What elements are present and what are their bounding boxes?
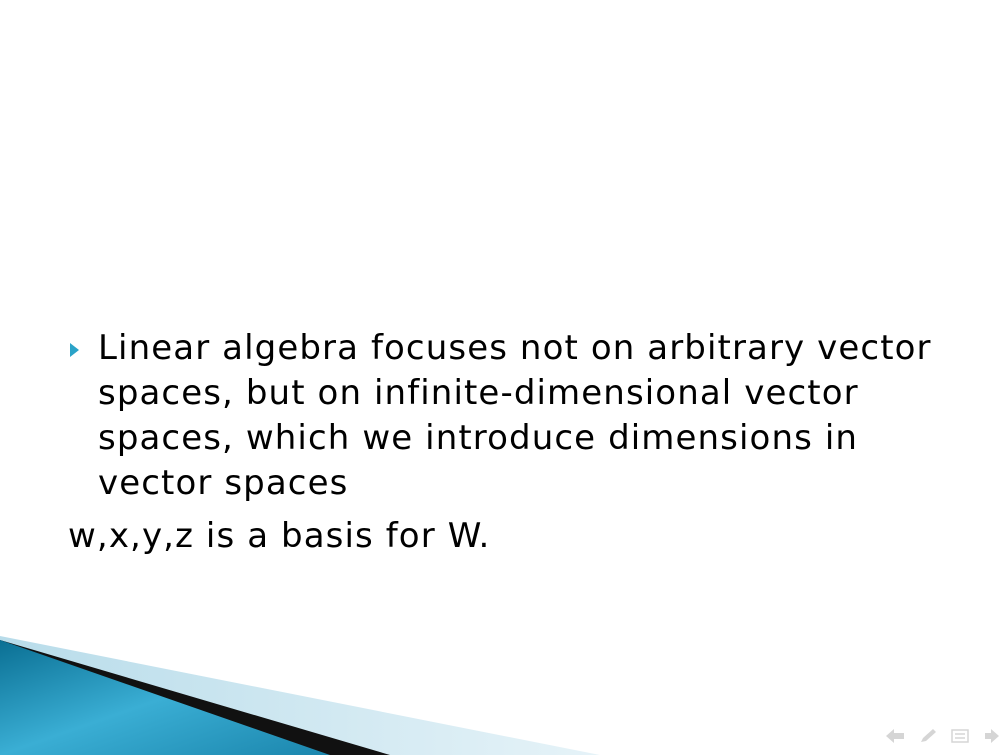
triangle-bullet-icon (70, 343, 79, 357)
slide-body (68, 326, 968, 559)
next-arrow-icon[interactable] (981, 727, 1003, 745)
pen-icon[interactable] (917, 727, 939, 745)
pale-blue-wedge (0, 636, 600, 755)
previous-arrow-icon[interactable] (885, 727, 907, 745)
bullet-item (68, 326, 968, 506)
blue-wedge (0, 640, 330, 755)
basis-statement: w,x,y,z is a basis for W. (68, 516, 491, 556)
menu-icon[interactable] (949, 727, 971, 745)
slideshow-nav (885, 727, 1005, 745)
black-wedge (0, 640, 390, 755)
bullet-text: Linear algebra focuses not on arbitrary vector spaces, but on infinite-dimensional vector spaces, which we introduce dimensions in vector spaces (98, 328, 932, 503)
